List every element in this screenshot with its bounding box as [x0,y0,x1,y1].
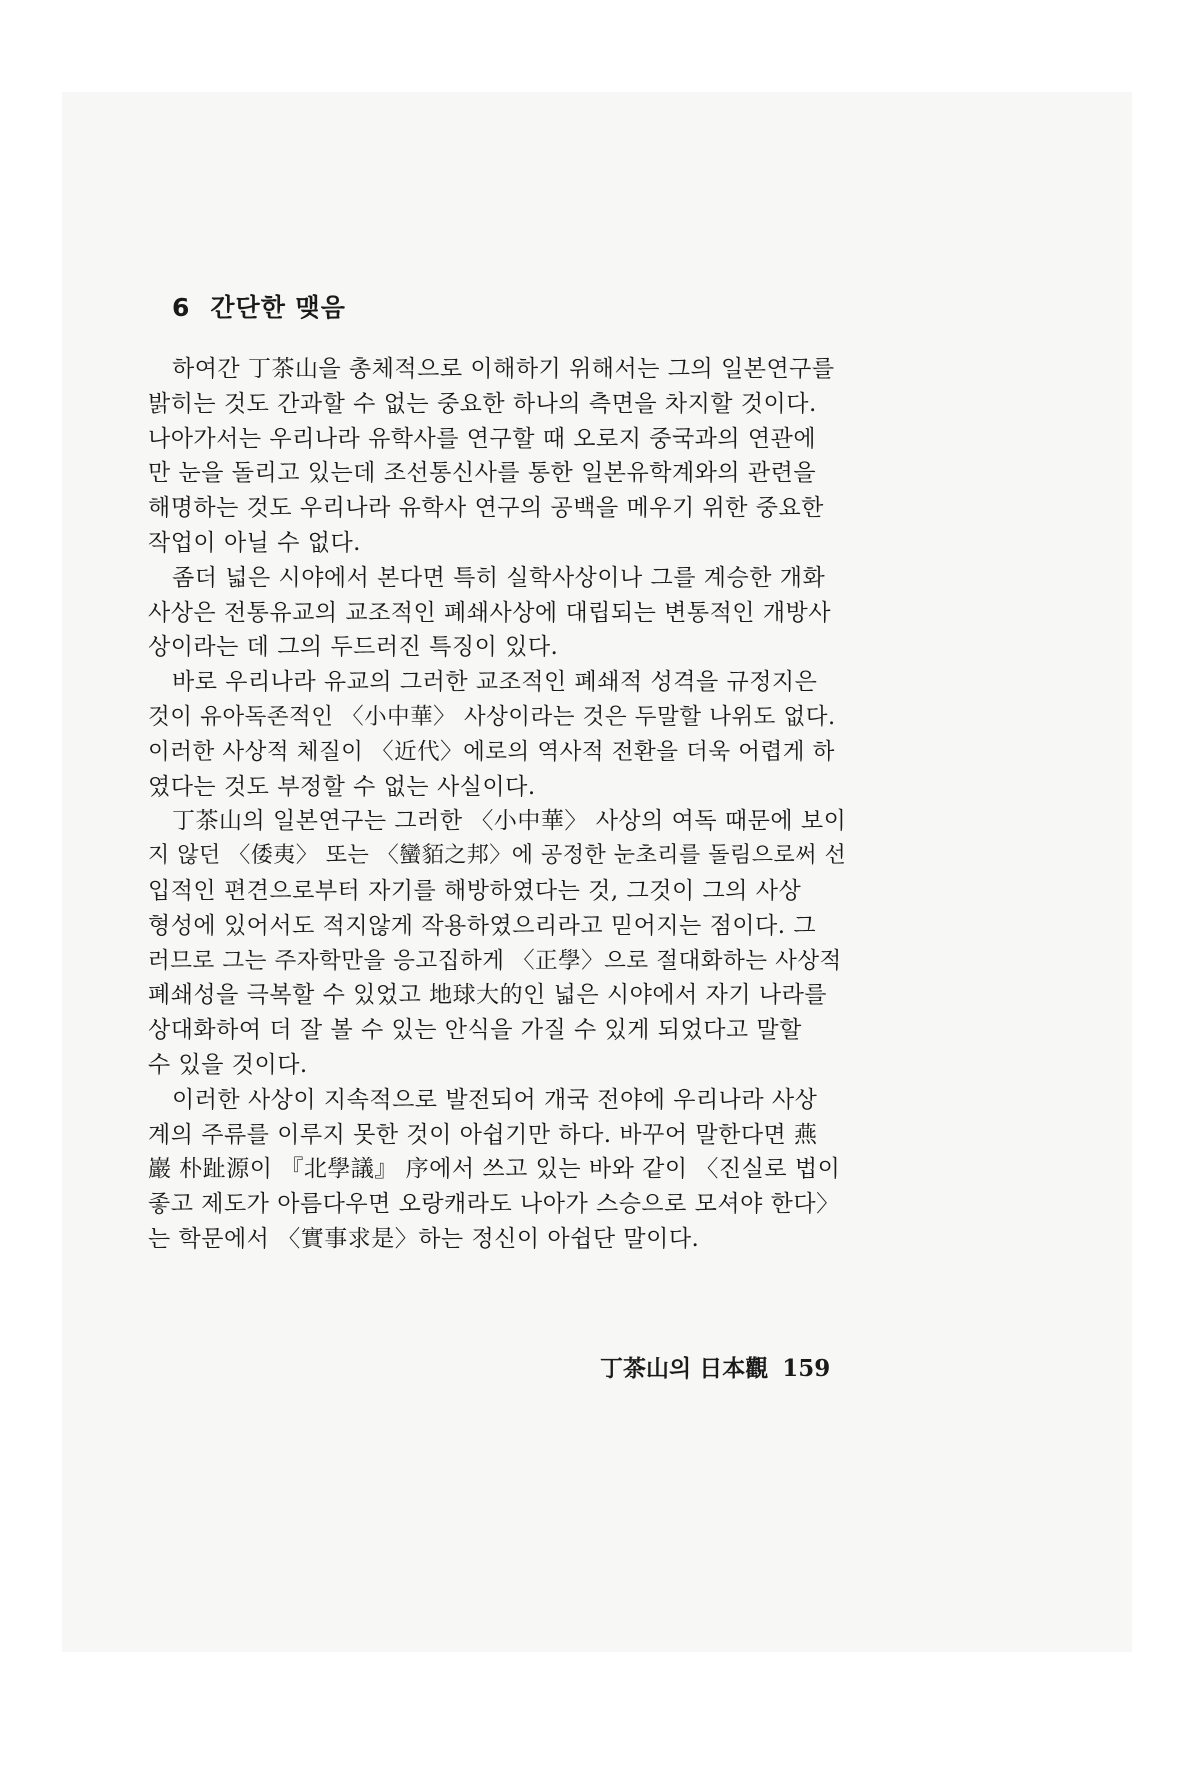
text-line: 바로 우리나라 유교의 그러한 교조적인 폐쇄적 성격을 규정지은 [172,669,818,696]
text-line: 사상은 전통유교의 교조적인 폐쇄사상에 대립되는 변통적인 개방사 [148,599,831,626]
text-line: 지 않던 〈倭夷〉 또는 〈蠻貊之邦〉에 공정한 눈초리를 돌림으로써 선 [148,843,847,869]
running-title: 丁茶山의 日本觀 [600,1355,769,1382]
text-line: 해명하는 것도 우리나라 유학사 연구의 공백을 메우기 위한 중요한 [148,495,824,522]
text-line: 상이라는 데 그의 두드러진 특징이 있다. [148,634,559,661]
text-line: 는 학문에서 〈實事求是〉하는 정신이 아쉽단 말이다. [148,1225,700,1252]
body-text [148,352,848,1257]
text-line: 형성에 있어서도 적지않게 작용하였으리라고 믿어지는 점이다. 그 [148,912,817,939]
text-line: 巖 朴趾源이 『北學議』 序에서 쓰고 있는 바와 같이 〈진실로 법이 [148,1156,841,1183]
section-number: 6 [172,293,191,322]
text-line: 이러한 사상이 지속적으로 발전되어 개국 전야에 우리나라 사상 [172,1086,818,1113]
text-line: 하여간 丁茶山을 총체적으로 이해하기 위해서는 그의 일본연구를 [172,356,835,382]
text-line: 작업이 아닐 수 없다. [148,529,361,556]
text-line: 丁茶山의 일본연구는 그러한 〈小中華〉 사상의 여독 때문에 보이 [172,808,847,835]
section-heading [172,288,346,324]
page-number: 159 [782,1355,831,1382]
page-footer [600,1350,830,1383]
text-line: 이러한 사상적 체질이 〈近代〉에로의 역사적 전환을 더욱 어렵게 하 [148,738,835,765]
text-line: 나아가서는 우리나라 유학사를 연구할 때 오로지 중국과의 연관에 [148,425,817,452]
text-line: 밝히는 것도 간과할 수 없는 중요한 하나의 측면을 차지할 것이다. [148,390,817,417]
text-line: 입적인 편견으로부터 자기를 해방하였다는 것, 그것이 그의 사상 [148,877,802,904]
text-line: 폐쇄성을 극복할 수 있었고 地球大的인 넓은 시야에서 자기 나라를 [148,982,828,1009]
text-line: 러므로 그는 주자학만을 응고집하게 〈正學〉으로 절대화하는 사상적 [148,947,842,974]
text-line: 였다는 것도 부정할 수 없는 사실이다. [148,773,536,800]
text-line: 수 있을 것이다. [148,1051,308,1078]
section-title: 간단한 맺음 [210,293,346,322]
text-line: 좀더 넓은 시야에서 본다면 특히 실학사상이나 그를 계승한 개화 [172,564,826,591]
text-line: 만 눈을 돌리고 있는데 조선통신사를 통한 일본유학계와의 관련을 [148,460,817,487]
text-line: 것이 유아독존적인 〈小中華〉 사상이라는 것은 두말할 나위도 없다. [148,703,836,730]
text-line: 좋고 제도가 아름다우면 오랑캐라도 나아가 스승으로 모셔야 한다〉 [148,1191,840,1218]
text-line: 계의 주류를 이루지 못한 것이 아쉽기만 하다. 바꾸어 말한다면 燕 [148,1121,818,1148]
text-line: 상대화하여 더 잘 볼 수 있는 안식을 가질 수 있게 되었다고 말할 [148,1017,802,1044]
